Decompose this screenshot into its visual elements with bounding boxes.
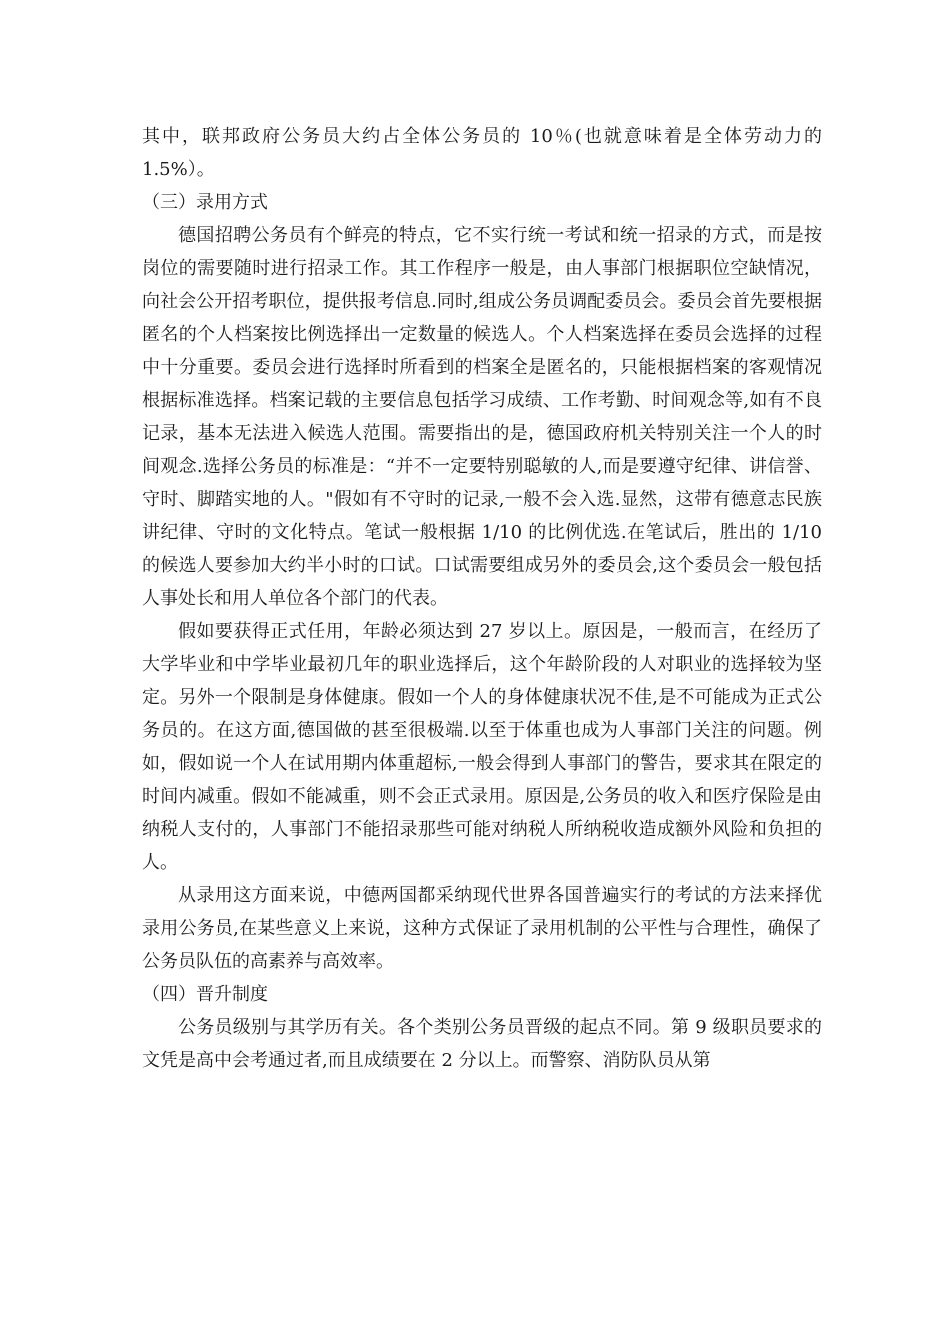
paragraph-promotion-1: 公务员级别与其学历有关。各个类别公务员晋级的起点不同。第 9 级职员要求的文凭是高中会考通过者,而且成绩要在 2 分以上。而警察、消防队员从第 bbox=[142, 1017, 822, 1071]
section-heading-promotion: （四）晋升制度 bbox=[142, 984, 268, 1005]
paragraph-recruitment-3: 从录用这方面来说，中德两国都采纳现代世界各国普遍实行的考试的方法来择优录用公务员,在某些意义上来说，这种方式保证了录用机制的公平性与合理性，确保了公务员队伍的高素养与高效率。 bbox=[142, 885, 822, 972]
paragraph-recruitment-2: 假如要获得正式任用，年龄必须达到 27 岁以上。原因是，一般而言，在经历了大学毕业和中学毕业最初几年的职业选择后，这个年龄阶段的人对职业的选择较为坚定。另外一个限制是身体健康。假如一个人的身体健康状况不佳,是不可能成为正式公务员的。在这方面,德国做的甚至很极端.以至于体重也成为人事部门关注的问题。例如，假如说一个人在试用期内体重超标,一般会得到人事部门的警告，要求其在限定的时间内减重。假如不能减重，则不会正式录用。原因是,公务员的收入和医疗保险是由纳税人支付的，人事部门不能招录那些可能对纳税人所纳税收造成额外风险和负担的人。 bbox=[142, 621, 822, 873]
document-page bbox=[142, 120, 822, 1077]
paragraph-recruitment-1: 德国招聘公务员有个鲜亮的特点，它不实行统一考试和统一招录的方式，而是按岗位的需要随时进行招录工作。其工作程序一般是，由人事部门根据职位空缺情况，向社会公开招考职位，提供报考信息.同时,组成公务员调配委员会。委员会首先要根据匿名的个人档案按比例选择出一定数量的候选人。个人档案选择在委员会选择的过程中十分重要。委员会进行选择时所看到的档案全是匿名的，只能根据档案的客观情况根据标准选择。档案记载的主要信息包括学习成绩、工作考勤、时间观念等,如有不良记录，基本无法进入候选人范围。需要指出的是，德国政府机关特别关注一个人的时间观念.选择公务员的标准是：“并不一定要特别聪敏的人,而是要遵守纪律、讲信誉、守时、脚踏实地的人。"假如有不守时的记录,一般不会入选.显然，这带有德意志民族讲纪律、守时的文化特点。笔试一般根据 1/10 的比例优选.在笔试后，胜出的 1/10 的候选人要参加大约半小时的口试。口试需要组成另外的委员会,这个委员会一般包括人事处长和用人单位各个部门的代表。 bbox=[142, 225, 822, 609]
paragraph-intro: 其中，联邦政府公务员大约占全体公务员的 10％(也就意味着是全体劳动力的 1.5%）。 bbox=[142, 126, 822, 180]
section-heading-recruitment: （三）录用方式 bbox=[142, 192, 268, 213]
